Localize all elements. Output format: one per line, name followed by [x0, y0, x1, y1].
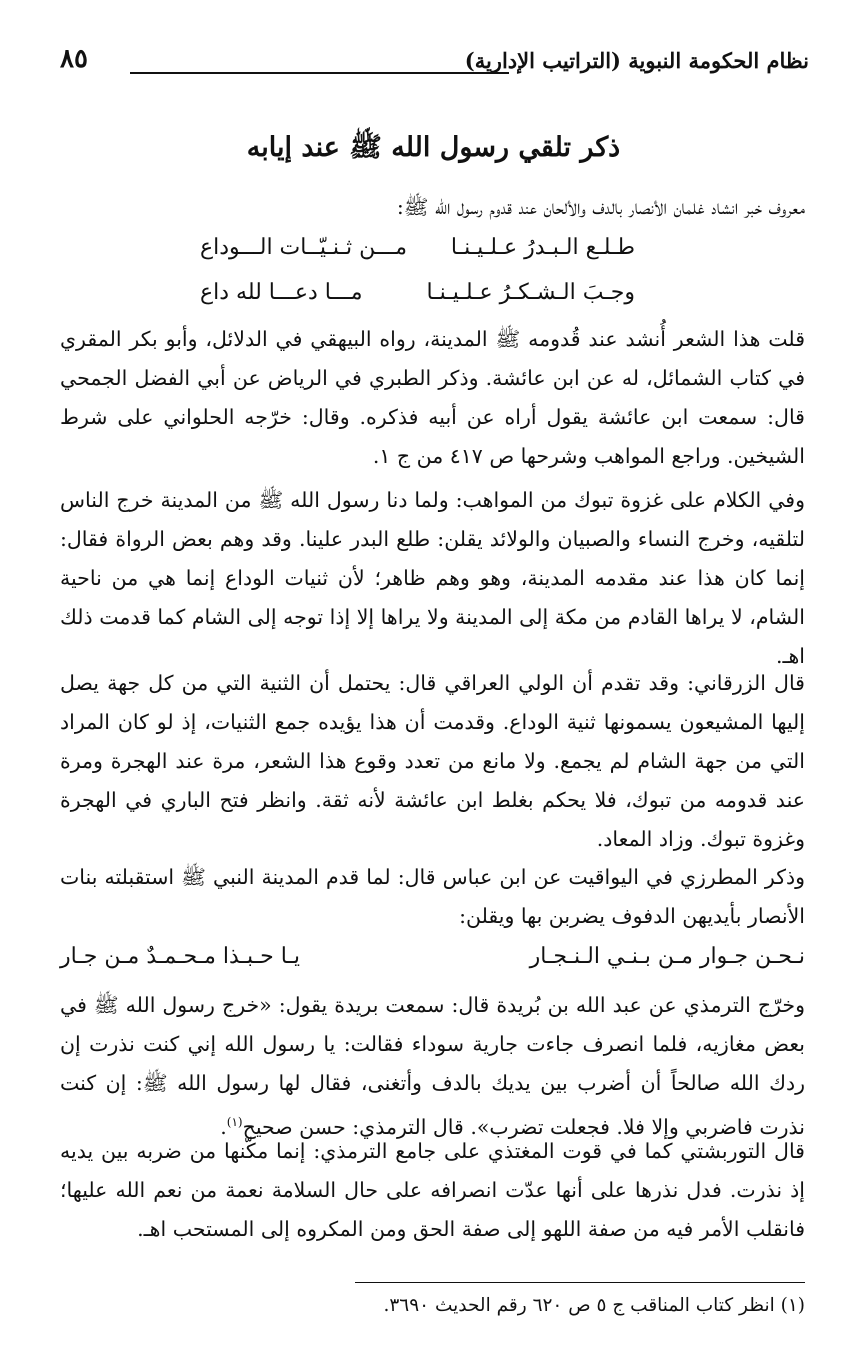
paragraph-7: قال التوربشتي كما في قوت المغتذي على جامع الترمذي: إنما مكّنها من ضربه بين يديه إذ نذرت. فدل نذرها على أنها عدّت انصرافه على حال السلامة نعمة من نعم الله عليها؛ فانقلب الأمر فيه من صفة اللهو إلى صفة الحق ومن المكروه إلى المستحب اهـ.: [60, 1139, 805, 1241]
section-title: ذكر تلقي رسول الله ﷺ عند إيابه: [246, 132, 621, 163]
paragraph-2: قلت هذا الشعر أُنشد عند قُدومه ﷺ المدينة، رواه البيهقي في الدلائل، وأبو بكر المقري في كتاب الشمائل، له عن ابن عائشة. وذكر الطبري في الرياض عن أبي الفضل الجمحي قال: سمعت ابن عائشة يقول أراه عن أبيه فذكره. وقال: خرّجه الحلواني على شرط الشيخين. وراجع المواهب وشرحها ص ٤١٧ من ج ١.: [60, 327, 805, 468]
verse-1-second-hemistich: مـــن ثـنـيّــات الـــوداع: [200, 235, 408, 260]
verse-1-first-hemistich: طـلـع الـبـدرُ عـلـيـنـا: [450, 235, 635, 260]
verse-line-2: [60, 280, 805, 320]
verse-2-first-hemistich: وجـبَ الـشـكـرُ عـلـيـنـا: [426, 280, 635, 305]
paragraph-6: [60, 986, 805, 1147]
footnote-reference: (١): [226, 1115, 243, 1129]
verse-line-1: [60, 235, 805, 275]
verse-3-second-hemistich: يـا حـبـذا مـحـمـدٌ مـن جـار: [60, 944, 300, 969]
paragraph-3: وفي الكلام على غزوة تبوك من المواهب: ولما دنا رسول الله ﷺ من المدينة خرج الناس لتلقيه، وخرج النساء والصبيان والولائد يقلن: طلع البدر علينا. وقد وهم بعض الرواة فقال: إنما كان هذا عند مقدمه المدينة، وهو وهم ظاهر؛ لأن ثنيات الوداع إنما هي من ناحية الشام، لا يراها القادم من مكة إلى المدينة ولا يراها إلا إذا توجه إلى الشام كما قدمت ذلك اهـ.: [60, 488, 805, 668]
paragraph-5: وذكر المطرزي في اليواقيت عن ابن عباس قال: لما قدم المدينة النبي ﷺ استقبلته بنات الأنصار بأيديهن الدفوف يضربن بها ويقلن:: [60, 865, 805, 928]
header-rule: [130, 72, 509, 74]
footnote-rule: [355, 1282, 805, 1283]
page-number: ٨٥: [60, 44, 88, 74]
footnote: (١) انظر كتاب المناقب ج ٥ ص ٦٢٠ رقم الحديث ٣٦٩٠.: [383, 1295, 805, 1316]
paragraph-4: قال الزرقاني: وقد تقدم أن الولي العراقي قال: يحتمل أن الثنية التي من كل جهة يصل إليها المشيعون يسمونها ثنية الوداع. وقدمت أن هذا يؤيده جمع الثنيات، إذ لو كان المراد التي من جهة الشام لم يجمع. ولا مانع من تعدد وقوع هذا الشعر، مرة عند الهجرة ومرة عند قدومه من تبوك، فلا يحكم بغلط ابن عائشة لأنه ثقة. وانظر فتح الباري في الهجرة وغزوة تبوك. وزاد المعاد.: [60, 671, 805, 851]
verse-3-first-hemistich: نـحـن جـوار مـن بـنـي الـنـجـار: [529, 944, 805, 969]
page-header: [60, 42, 809, 82]
running-title: نظام الحكومة النبوية (التراتيب الإدارية): [464, 48, 809, 73]
verse-line-3: [60, 944, 805, 984]
verse-2-second-hemistich: مـــا دعـــا لله داع: [200, 280, 363, 305]
paragraph-6-text: وخرّج الترمذي عن عبد الله بن بُريدة قال: سمعت بريدة يقول: «خرج رسول الله ﷺ في بعض مغازيه، فلما انصرف جاءت جارية سوداء فقالت: يا رسول الله إني كنت نذرت إن ردك الله صالحاً أن أضرب بين يديك بالدف وأتغنى، فقال لها رسول الله ﷺ: إن كنت نذرت فاضربي وإلا فلا. فجعلت تضرب». قال الترمذي: حسن صحيح: [60, 993, 805, 1139]
paragraph-intro: معروف خبر انشاد غلمان الأنصار بالدف والألحان عند قدوم رسول الله ﷺ:: [396, 195, 805, 219]
paragraph-6-end: .: [220, 1114, 227, 1139]
